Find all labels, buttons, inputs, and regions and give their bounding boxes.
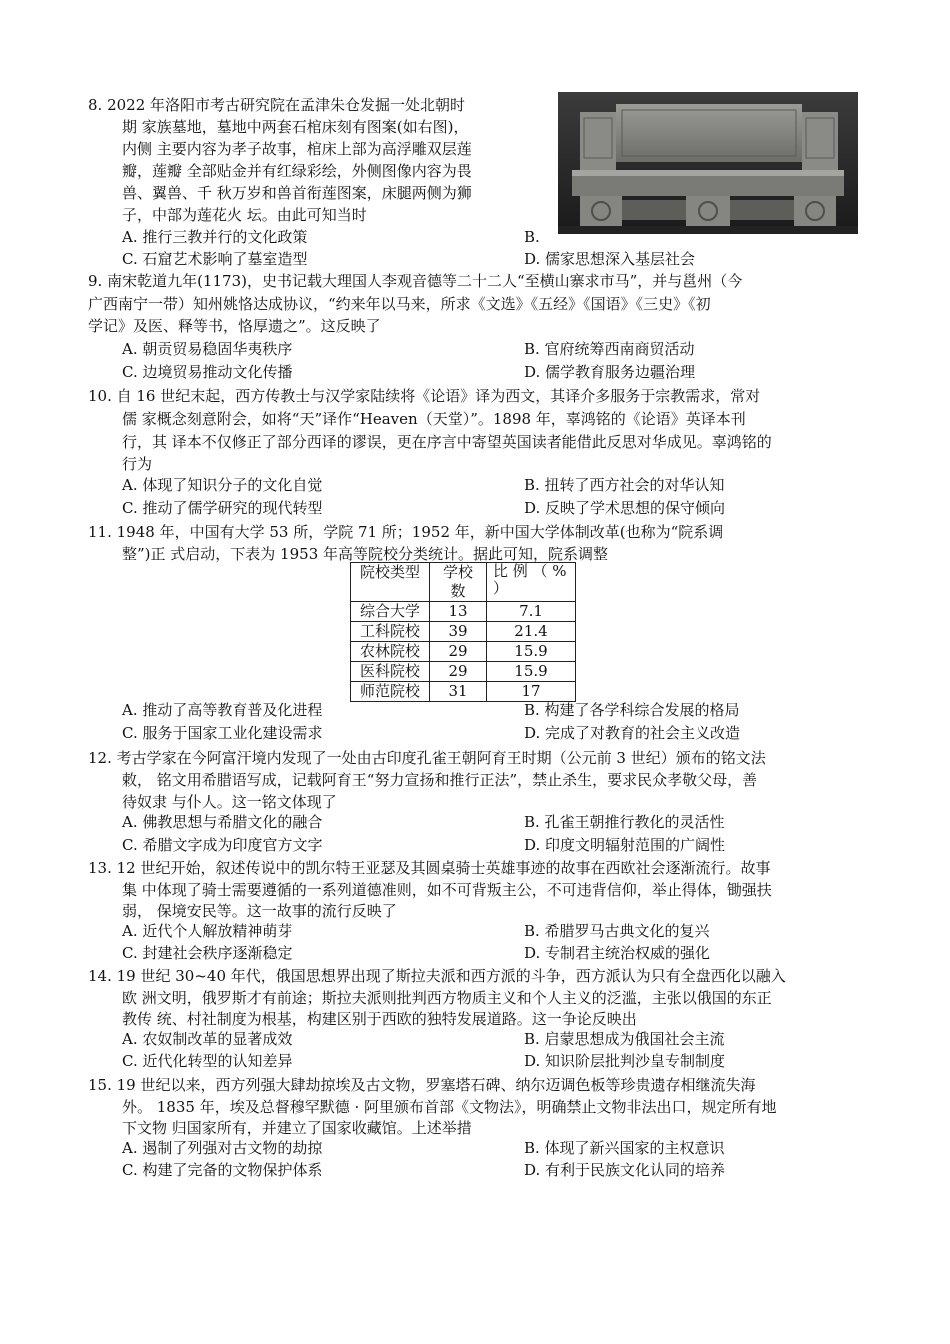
q10-line-1: 10. 自 16 世纪末起，西方传教士与汉学家陆续将《论语》译为西文，其译介多服务于宗教需求，常对 bbox=[88, 387, 761, 405]
table-cell: 师范院校 bbox=[351, 682, 430, 702]
table-row bbox=[351, 622, 576, 642]
q10-line-2: 儒 家概念刻意附会，如将“天”译作“Heaven（天堂）”。1898 年，辜鸿铭的《论语》英译本刊 bbox=[122, 410, 746, 428]
q9-line-1: 9. 南宋乾道九年(1173)，史书记载大理国人李观音德等二十二人“至横山寨求市马”，并与邕州（今 bbox=[88, 272, 743, 290]
q8-line-4: 瓣，莲瓣 全部贴金并有红绿彩绘，外侧图像内容为畏 bbox=[122, 162, 472, 180]
q8-line-5: 兽、翼兽、千 秋万岁和兽首衔莲图案，床腿两侧为狮 bbox=[122, 184, 472, 202]
table-header-ratio bbox=[487, 563, 576, 602]
q11-option-c[interactable]: C. 服务于国家工业化建设需求 bbox=[122, 724, 323, 742]
q13-line-3: 弱， 保境安民等。这一故事的流行反映了 bbox=[122, 902, 397, 920]
table-cell: 31 bbox=[430, 682, 487, 702]
table-cell: 农林院校 bbox=[351, 642, 430, 662]
q12-line-3: 待奴隶 与仆人。这一铭文体现了 bbox=[122, 793, 337, 811]
table-cell: 综合大学 bbox=[351, 602, 430, 622]
q13-option-b[interactable]: B. 希腊罗马古典文化的复兴 bbox=[524, 922, 710, 940]
q15-option-c[interactable]: C. 构建了完备的文物保护体系 bbox=[122, 1161, 323, 1179]
table-cell: 29 bbox=[430, 642, 487, 662]
q9-line-2: 广西南宁一带）知州姚恪达成协议，“约来年以马来，所求《文选》《五经》《国语》《三史》《初 bbox=[88, 295, 711, 313]
q13-option-a[interactable]: A. 近代个人解放精神萌芽 bbox=[122, 922, 293, 940]
table-cell: 17 bbox=[487, 682, 576, 702]
table-header: 院校类型 bbox=[351, 563, 430, 602]
table-header: 比 例 （ % bbox=[493, 562, 567, 580]
q9-option-b[interactable]: B. 官府统筹西南商贸活动 bbox=[524, 340, 695, 358]
table-cell: 医科院校 bbox=[351, 662, 430, 682]
table-cell: 39 bbox=[430, 622, 487, 642]
table-header-row bbox=[351, 563, 576, 602]
q8-option-c[interactable]: C. 石窟艺术影响了墓室造型 bbox=[122, 250, 308, 268]
q11-line-1: 11. 1948 年，中国有大学 53 所，学院 71 所；1952 年，新中国大学体制改革(也称为“院系调 bbox=[88, 523, 724, 541]
q15-option-b[interactable]: B. 体现了新兴国家的主权意识 bbox=[524, 1139, 725, 1157]
q15-line-2: 外。 1835 年，埃及总督穆罕默德 · 阿里颁布首部《文物法》，明确禁止文物非法出口，规定所有地 bbox=[122, 1098, 777, 1116]
table-cell: 7.1 bbox=[487, 602, 576, 622]
q9-option-c[interactable]: C. 边境贸易推动文化传播 bbox=[122, 363, 293, 381]
q12-option-a[interactable]: A. 佛教思想与希腊文化的融合 bbox=[122, 813, 323, 831]
q10-line-4: 行为 bbox=[122, 455, 153, 473]
table-row bbox=[351, 662, 576, 682]
q13-line-1: 13. 12 世纪开始，叙述传说中的凯尔特王亚瑟及其圆桌骑士英雄事迹的故事在西欧社会逐渐流行。故事 bbox=[88, 859, 771, 877]
q14-option-d[interactable]: D. 知识阶层批判沙皇专制制度 bbox=[524, 1052, 726, 1070]
q11-option-d[interactable]: D. 完成了对教育的社会主义改造 bbox=[524, 724, 741, 742]
q14-option-a[interactable]: A. 农奴制改革的显著成效 bbox=[122, 1030, 293, 1048]
q12-line-1: 12. 考古学家在今阿富汗境内发现了一处由古印度孔雀王朝阿育王时期（公元前 3 世纪）颁布的铭文法 bbox=[88, 749, 766, 767]
q13-option-d[interactable]: D. 专制君主统治权威的强化 bbox=[524, 944, 711, 962]
q11-option-a[interactable]: A. 推动了高等教育普及化进程 bbox=[122, 701, 323, 719]
q10-option-a[interactable]: A. 体现了知识分子的文化自觉 bbox=[122, 476, 323, 494]
stone-coffin-bed-photo bbox=[558, 92, 858, 234]
table-cell: 工科院校 bbox=[351, 622, 430, 642]
q11-option-b[interactable]: B. 构建了各学科综合发展的格局 bbox=[524, 701, 740, 719]
q13-line-2: 集 中体现了骑士需要遵循的一系列道德准则，如不可背叛主公，不可违背信仰，举止得体，锄强扶 bbox=[122, 881, 772, 899]
q8-option-b[interactable]: B. bbox=[524, 228, 540, 246]
q15-line-1: 15. 19 世纪以来，西方列强大肆劫掠埃及古文物，罗塞塔石碑、纳尔迈调色板等珍贵遗存相继流失海 bbox=[88, 1076, 756, 1094]
table-cell: 29 bbox=[430, 662, 487, 682]
table-cell: 15.9 bbox=[487, 662, 576, 682]
q8-option-a[interactable]: A. 推行三教并行的文化政策 bbox=[122, 228, 308, 246]
q12-option-d[interactable]: D. 印度文明辐射范围的广阔性 bbox=[524, 836, 726, 854]
q14-line-1: 14. 19 世纪 30~40 年代，俄国思想界出现了斯拉夫派和西方派的斗争，西方派认为只有全盘西化以融入 bbox=[88, 967, 786, 985]
q8-line-6: 子，中部为莲花火 坛。由此可知当时 bbox=[122, 206, 367, 224]
q10-option-b[interactable]: B. 扭转了西方社会的对华认知 bbox=[524, 476, 725, 494]
q8-line-3: 内侧 主要内容为孝子故事，棺床上部为高浮雕双层莲 bbox=[122, 140, 472, 158]
q10-line-3: 行，其 译本不仅修正了部分西译的谬误，更在序言中寄望英国读者能借此反思对华成见。辜鸿铭的 bbox=[122, 433, 772, 451]
q9-option-d[interactable]: D. 儒学教育服务边疆治理 bbox=[524, 363, 696, 381]
q10-option-d[interactable]: D. 反映了学术思想的保守倾向 bbox=[524, 499, 726, 517]
q8-line-1: 8. 2022 年洛阳市考古研究院在孟津朱仓发掘一处北朝时 bbox=[88, 96, 466, 114]
table-header-tail: ） bbox=[493, 579, 509, 597]
q12-option-c[interactable]: C. 希腊文字成为印度官方文字 bbox=[122, 836, 323, 854]
q8-option-d[interactable]: D. 儒家思想深入基层社会 bbox=[524, 250, 696, 268]
q14-line-2: 欧 洲文明，俄罗斯才有前途；斯拉夫派则批判西方物质主义和个人主义的泛滥，主张以俄国的东正 bbox=[122, 989, 772, 1007]
q9-line-3: 学记》及医、释等书，恪厚遗之”。这反映了 bbox=[88, 317, 381, 335]
table-header: 学校数 bbox=[430, 563, 487, 602]
q11-line-2: 整”)正 式启动，下表为 1953 年高等院校分类统计。据此可知，院系调整 bbox=[122, 545, 609, 563]
coffin-bed-illustration bbox=[558, 92, 858, 234]
q15-option-d[interactable]: D. 有利于民族文化认同的培养 bbox=[524, 1161, 726, 1179]
table-cell: 13 bbox=[430, 602, 487, 622]
table-row bbox=[351, 602, 576, 622]
table-row bbox=[351, 642, 576, 662]
q12-line-2: 敕， 铭文用希腊语写成，记载阿育王“努力宣扬和推行正法”，禁止杀生，要求民众孝敬父母，善 bbox=[122, 771, 758, 789]
q14-option-b[interactable]: B. 启蒙思想成为俄国社会主流 bbox=[524, 1030, 725, 1048]
q8-line-2: 期 家族墓地，墓地中两套石棺床刻有图案(如右图)， bbox=[122, 118, 469, 136]
q14-option-c[interactable]: C. 近代化转型的认知差异 bbox=[122, 1052, 293, 1070]
q15-option-a[interactable]: A. 遏制了列强对古文物的劫掠 bbox=[122, 1139, 323, 1157]
q10-option-c[interactable]: C. 推动了儒学研究的现代转型 bbox=[122, 499, 323, 517]
q15-line-3: 下文物 归国家所有，并建立了国家收藏馆。上述举措 bbox=[122, 1119, 472, 1137]
q9-option-a[interactable]: A. 朝贡贸易稳固华夷秩序 bbox=[122, 340, 293, 358]
table-cell: 21.4 bbox=[487, 622, 576, 642]
q14-line-3: 教传 统、村社制度为根基，构建区别于西欧的独特发展道路。这一争论反映出 bbox=[122, 1010, 637, 1028]
table-cell: 15.9 bbox=[487, 642, 576, 662]
q12-option-b[interactable]: B. 孔雀王朝推行教化的灵活性 bbox=[524, 813, 725, 831]
college-statistics-table bbox=[350, 562, 576, 702]
q13-option-c[interactable]: C. 封建社会秩序逐渐稳定 bbox=[122, 944, 293, 962]
